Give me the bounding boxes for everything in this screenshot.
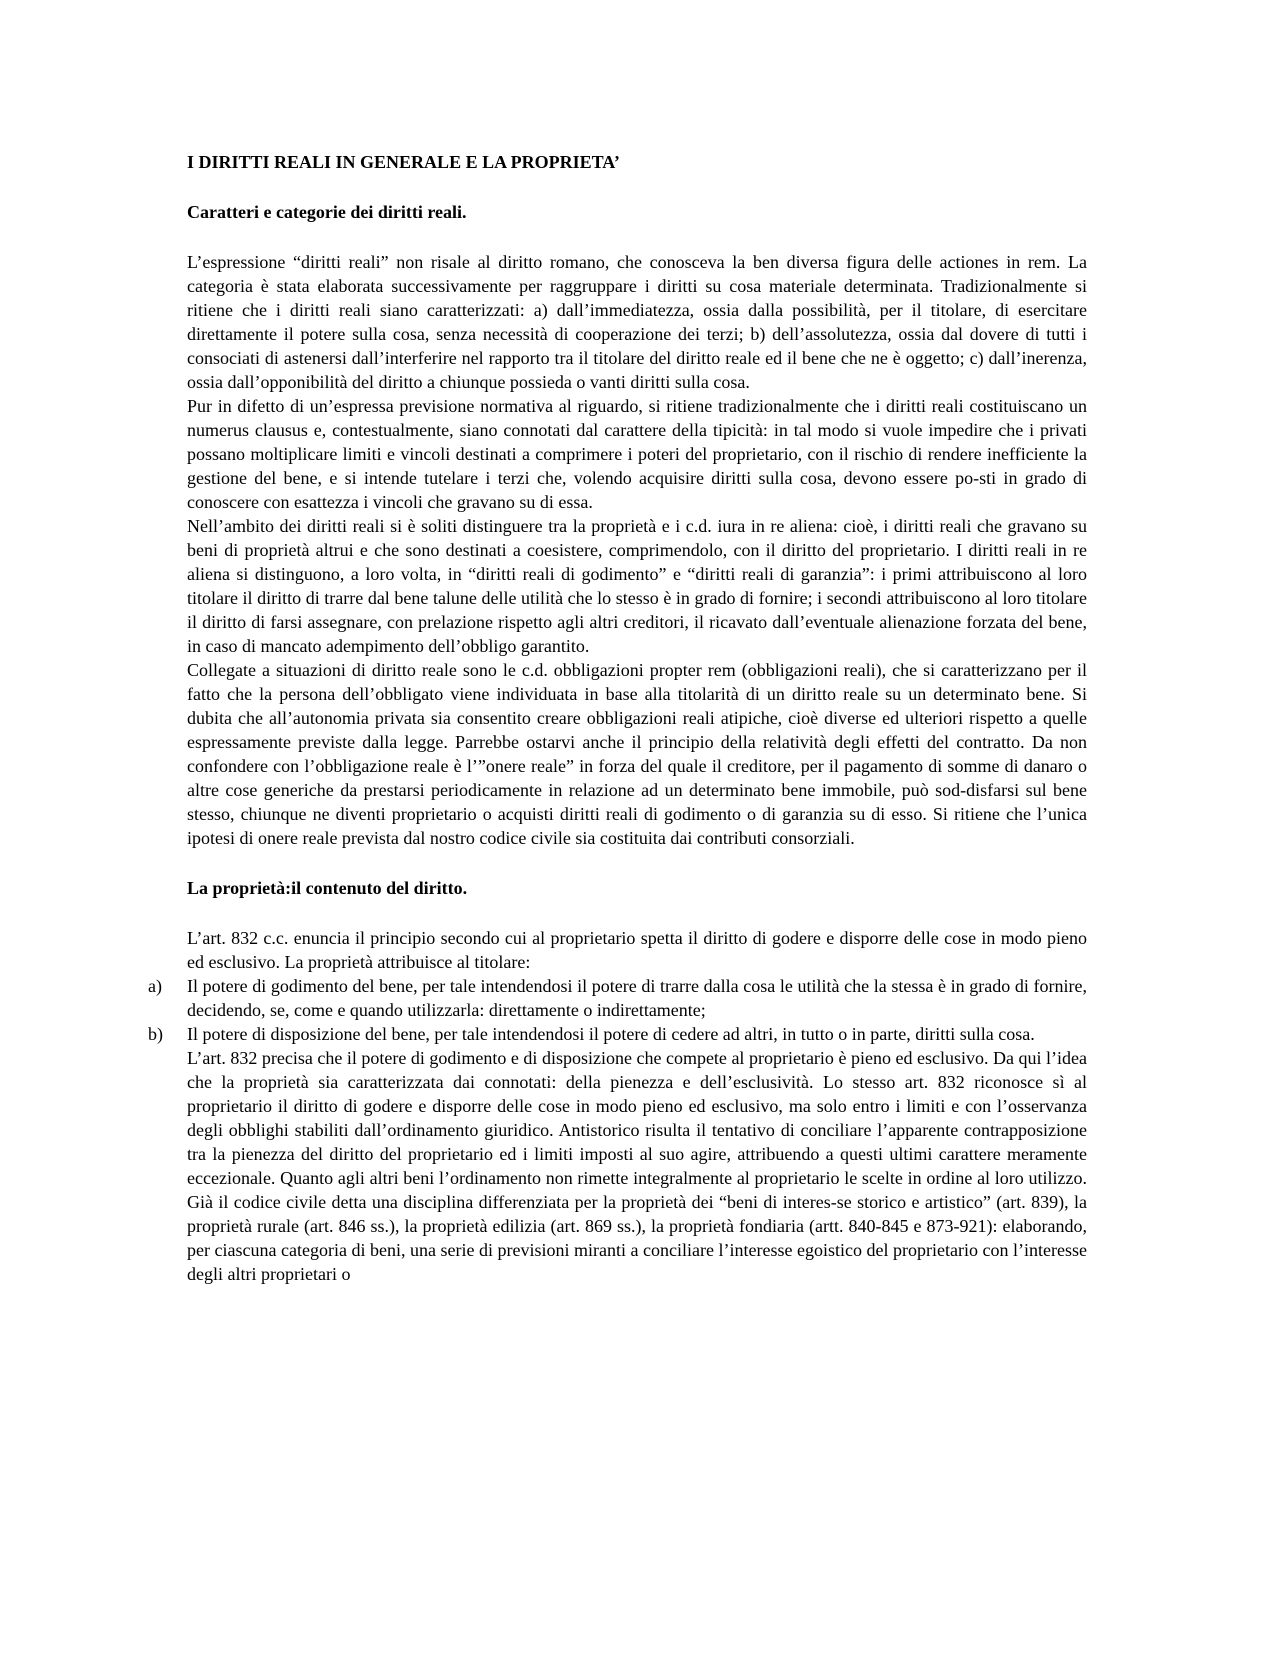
- paragraph: L’art. 832 c.c. enuncia il principio secondo cui al proprietario spetta il diritto di godere e disporre delle cose in modo pieno ed esclusivo. La proprietà attribuisce al titolare:: [187, 928, 1087, 972]
- list-item: [148, 974, 1087, 1022]
- paragraph: L’espressione “diritti reali” non risale al diritto romano, che conosceva la ben diversa figura delle actiones in rem. La categoria è stata elaborata successivamente per raggruppare i diritti su cosa materiale determinata. Tradizionalmente si ritiene che i diritti reali siano caratterizzati: a) dall’immediatezza, ossia dalla possibilità, per il titolare, di esercitare direttamente il potere sulla cosa, senza necessità di cooperazione dei terzi; b) dell’assolutezza, ossia dal dovere di tutti i consociati di astenersi dall’interferire nel rapporto tra il titolare del diritto reale ed il bene che ne è oggetto; c) dall’inerenza, ossia dall’opponibilità del diritto a chiunque possieda o vanti diritti sulla cosa.: [187, 252, 1087, 392]
- list-item-text: Il potere di disposizione del bene, per tale intendendosi il potere di cedere ad altri, in tutto o in parte, diritti sulla cosa.: [187, 1024, 1035, 1044]
- paragraph: Collegate a situazioni di diritto reale sono le c.d. obbligazioni propter rem (obbligazioni reali), che si caratterizzano per il fatto che la persona dell’obbligato viene individuata in base alla titolarità di un diritto reale su un determinato bene. Si dubita che all’autonomia privata sia consentito creare obbligazioni reali atipiche, cioè diverse ed ulteriori rispetto a quelle espressamente previste dalla legge. Parrebbe ostarvi anche il principio della relatività degli effetti del contratto. Da non confondere con l’obbligazione reale è l’”onere reale” in forza del quale il creditore, per il pagamento di somme di danaro o altre cose generiche da prestarsi periodicamente in relazione ad un determinato bene immobile, può sod-disfarsi sul bene stesso, chiunque ne diventi proprietario o acquisti diritti reali di godimento o di garanzia su di esso. Si ritiene che l’unica ipotesi di onere reale prevista dal nostro codice civile sia costituita dai contributi consorziali.: [187, 660, 1087, 848]
- section-heading-proprieta: La proprietà:il contenuto del diritto.: [187, 878, 468, 898]
- section-heading-caratteri: Caratteri e categorie dei diritti reali.: [187, 202, 467, 222]
- paragraph: L’art. 832 precisa che il potere di godimento e di disposizione che compete al proprietario è pieno ed esclusivo. Da qui l’idea che la proprietà sia caratterizzata dai connotati: della pienezza e dell’esclusività. Lo stesso art. 832 riconosce sì al proprietario il diritto di godere e disporre delle cose in modo pieno ed esclusivo, ma solo entro i limiti e con l’osservanza degli obblighi stabiliti dall’ordinamento giuridico. Antistorico risulta il tentativo di conciliare l’apparente contrapposizione tra la pienezza del diritto del proprietario ed i limiti imposti al suo agire, attribuendo a questi ultimi carattere meramente eccezionale. Quanto agli altri beni l’ordinamento non rimette integralmente al proprietario le scelte in ordine al loro utilizzo. Già il codice civile detta una disciplina differenziata per la proprietà dei “beni di interes-se storico e artistico” (art. 839), la proprietà rurale (art. 846 ss.), la proprietà edilizia (art. 869 ss.), la proprietà fondiaria (artt. 840-845 e 873-921): elaborando, per ciascuna categoria di beni, una serie di previsioni miranti a conciliare l’interesse egoistico del proprietario con l’interesse degli altri proprietari o: [187, 1048, 1087, 1284]
- list-item: [148, 1022, 1087, 1046]
- list-marker: a): [148, 976, 162, 996]
- list-marker: b): [148, 1024, 163, 1044]
- paragraph: Pur in difetto di un’espressa previsione normativa al riguardo, si ritiene tradizionalmente che i diritti reali costituiscano un numerus clausus e, contestualmente, siano connotati dal carattere della tipicità: in tal modo si vuole impedire che i privati possano moltiplicare limiti e vincoli destinati a comprimere i poteri del proprietario, con il rischio di rendere inefficiente la gestione del bene, e si intende tutelare i terzi che, volendo acquisire diritti sulla cosa, devono essere po-sti in grado di conoscere con esattezza i vincoli che gravano su di essa.: [187, 396, 1087, 512]
- document-title: I DIRITTI REALI IN GENERALE E LA PROPRIETA’: [187, 152, 620, 172]
- section-gap: [187, 850, 1087, 876]
- paragraph: Nell’ambito dei diritti reali si è soliti distinguere tra la proprietà e i c.d. iura in re aliena: cioè, i diritti reali che gravano su beni di proprietà altrui e che sono destinati a coesistere, comprimendolo, con il diritto del proprietario. I diritti reali in re aliena si distinguono, a loro volta, in “diritti reali di godimento” e “diritti reali di garanzia”: i primi attribuiscono al loro titolare il diritto di trarre dal bene talune delle utilità che lo stesso è in grado di fornire; i secondi attribuiscono al loro titolare il diritto di farsi assegnare, con prelazione rispetto agli altri creditori, il ricavato dall’eventuale alienazione forzata del bene, in caso di mancato adempimento dell’obbligo garantito.: [187, 516, 1087, 656]
- document-content: [148, 150, 1087, 1286]
- list-item-text: Il potere di godimento del bene, per tale intendendosi il potere di trarre dalla cosa le utilità che la stessa è in grado di fornire, decidendo, se, come e quando utilizzarla: direttamente o indirettamente;: [187, 976, 1087, 1020]
